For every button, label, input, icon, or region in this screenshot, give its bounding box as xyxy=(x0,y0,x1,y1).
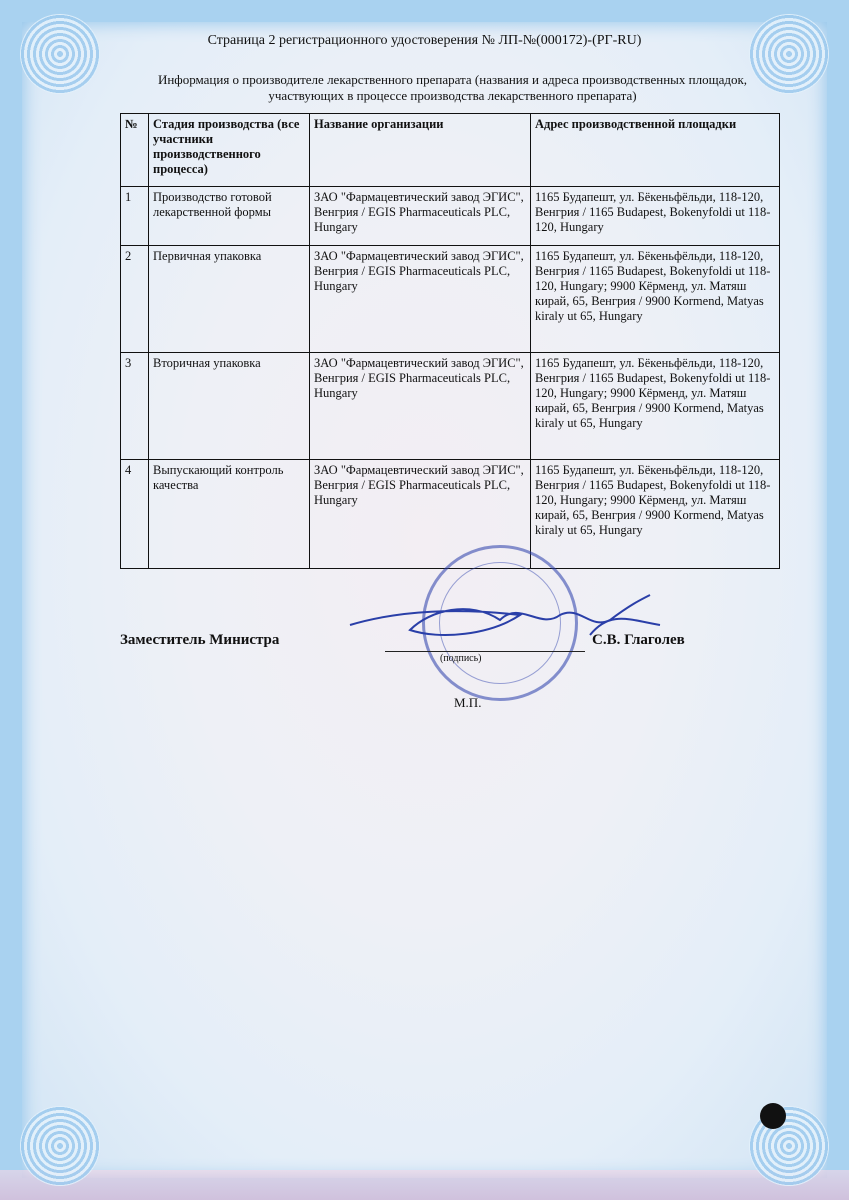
rosette-ornament xyxy=(20,1106,100,1186)
cell-address: 1165 Будапешт, ул. Бёкеньфёльди, 118-120, Венгрия / 1165 Budapest, Bokenyfoldi ut 118-120, Hungary; 9900 Кёрменд, ул. Матяш кирай, 65, Венгрия / 9900 Kormend, Matyas kiraly ut 65, Hungary xyxy=(531,353,780,460)
signatory-role: Заместитель Министра xyxy=(120,632,280,648)
cell-org: ЗАО "Фармацевтический завод ЭГИС", Венгрия / EGIS Pharmaceuticals PLC, Hungary xyxy=(310,460,531,569)
signature-line xyxy=(385,651,585,652)
column-header-address: Адрес производственной площадки xyxy=(531,114,780,187)
cell-no: 1 xyxy=(121,187,149,246)
cell-no: 3 xyxy=(121,353,149,460)
cell-stage: Первичная упаковка xyxy=(149,246,310,353)
signatory-name: С.В. Глаголев xyxy=(592,632,685,648)
signature-caption: (подпись) xyxy=(440,653,482,664)
cell-no: 4 xyxy=(121,460,149,569)
column-header-stage: Стадия производства (все участники производственного процесса) xyxy=(149,114,310,187)
table-row xyxy=(121,460,780,569)
cell-stage: Вторичная упаковка xyxy=(149,353,310,460)
cell-address: 1165 Будапешт, ул. Бёкеньфёльди, 118-120, Венгрия / 1165 Budapest, Bokenyfoldi ut 118-120, Hungary; 9900 Кёрменд, ул. Матяш кирай, 65, Венгрия / 9900 Kormend, Matyas kiraly ut 65, Hungary xyxy=(531,246,780,353)
cell-stage: Выпускающий контроль качества xyxy=(149,460,310,569)
table-row xyxy=(121,353,780,460)
page-title: Страница 2 регистрационного удостоверения № ЛП-№(000172)-(РГ-RU) xyxy=(207,33,642,48)
bottom-border-strip xyxy=(0,1170,849,1200)
table-header-row xyxy=(121,114,780,187)
cell-stage: Производство готовой лекарственной формы xyxy=(149,187,310,246)
cell-org: ЗАО "Фармацевтический завод ЭГИС", Венгрия / EGIS Pharmaceuticals PLC, Hungary xyxy=(310,246,531,353)
cell-org: ЗАО "Фармацевтический завод ЭГИС", Венгрия / EGIS Pharmaceuticals PLC, Hungary xyxy=(310,187,531,246)
cell-no: 2 xyxy=(121,246,149,353)
page-subtitle: Информация о производителе лекарственного препарата (названия и адреса производственных площадок, участвующих в процессе производства лекарственного препарата) xyxy=(157,72,748,103)
manufacturer-table xyxy=(120,113,780,569)
hole-punch-mark xyxy=(760,1103,786,1129)
table-row xyxy=(121,246,780,353)
column-header-org: Название организации xyxy=(310,114,531,187)
seal-place-label: М.П. xyxy=(454,695,482,710)
cell-address: 1165 Будапешт, ул. Бёкеньфёльди, 118-120, Венгрия / 1165 Budapest, Bokenyfoldi ut 118-120, Hungary; 9900 Кёрменд, ул. Матяш кирай, 65, Венгрия / 9900 Kormend, Matyas kiraly ut 65, Hungary xyxy=(531,460,780,569)
column-header-no: № xyxy=(121,114,149,187)
rosette-ornament xyxy=(20,14,100,94)
cell-org: ЗАО "Фармацевтический завод ЭГИС", Венгрия / EGIS Pharmaceuticals PLC, Hungary xyxy=(310,353,531,460)
table-row xyxy=(121,187,780,246)
cell-address: 1165 Будапешт, ул. Бёкеньфёльди, 118-120, Венгрия / 1165 Budapest, Bokenyfoldi ut 118-120, Hungary xyxy=(531,187,780,246)
